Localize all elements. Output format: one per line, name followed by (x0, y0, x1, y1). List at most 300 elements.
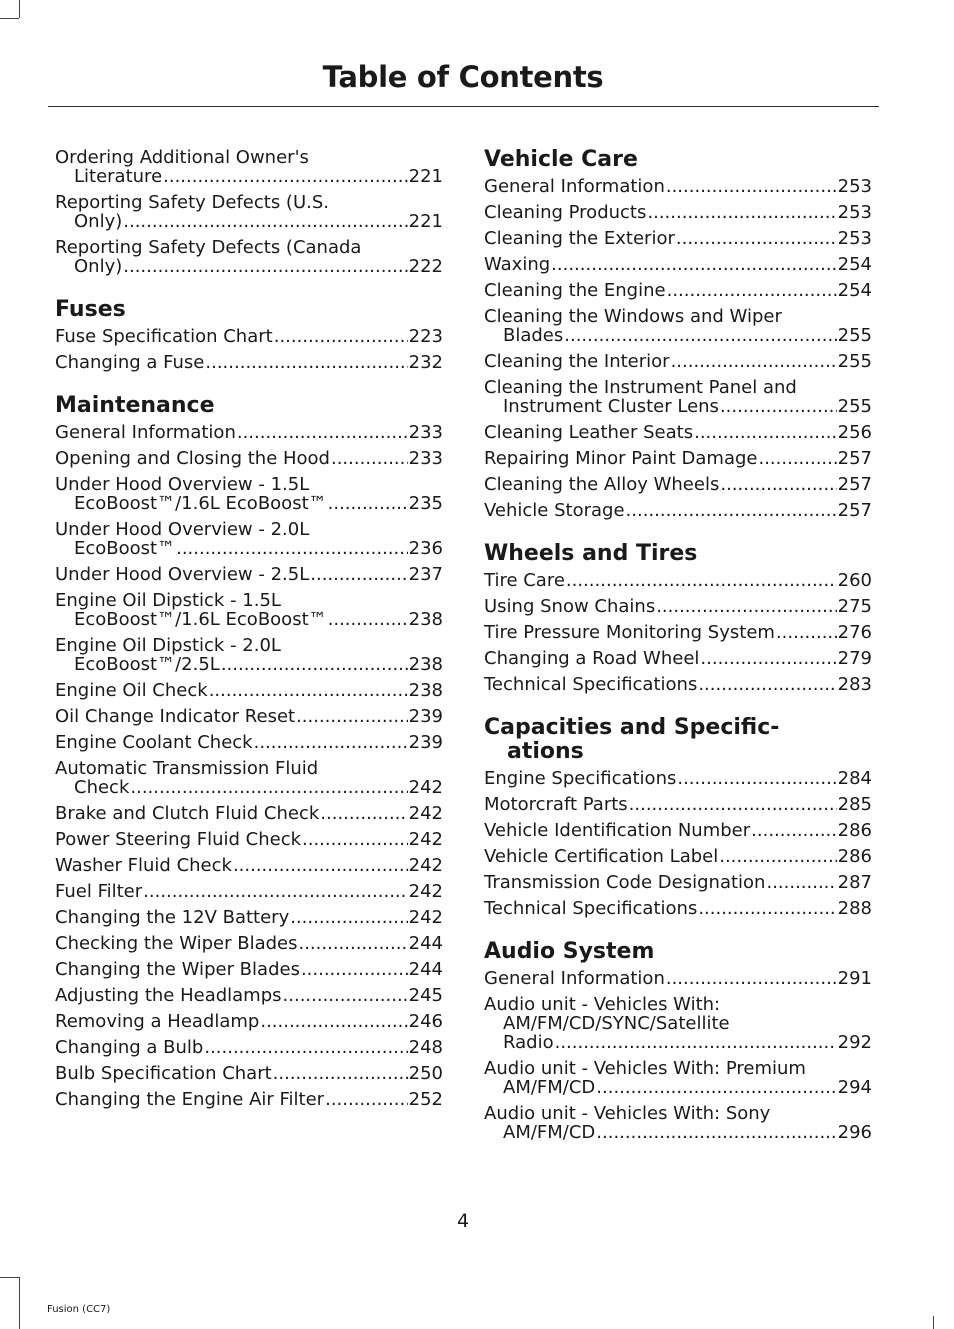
toc-entry[interactable] (55, 804, 443, 823)
toc-entry-title-line: General Information (484, 968, 665, 989)
toc-entry-title-line: Literature (74, 166, 163, 187)
toc-entry[interactable] (484, 352, 872, 371)
toc-entry-line (484, 501, 872, 520)
toc-entry[interactable] (484, 821, 872, 840)
dot-leader (296, 707, 408, 726)
dot-leader (310, 565, 407, 584)
toc-entry-title-line: Under Hood Overview - 2.0L (55, 519, 310, 540)
toc-entry-page-number: 253 (837, 176, 872, 197)
toc-entry-title-line: EcoBoost™/2.5L (74, 654, 220, 675)
toc-entry-title-line: Only) (74, 256, 123, 277)
dot-leader (666, 969, 837, 988)
toc-entry[interactable] (484, 449, 872, 468)
toc-entry-title-line: Reporting Safety Defects (Canada (55, 237, 362, 258)
toc-entry-page-number: 238 (408, 609, 443, 630)
dot-leader (233, 856, 408, 875)
toc-entry[interactable] (484, 1059, 872, 1097)
dot-leader (163, 167, 408, 186)
toc-entry-title-line: Engine Coolant Check (55, 732, 253, 753)
dot-leader (698, 899, 836, 918)
toc-entry-line (484, 899, 872, 918)
dot-leader (254, 733, 408, 752)
toc-entry-line (55, 986, 443, 1005)
toc-entry-line (484, 475, 872, 494)
toc-entry-page-number: 254 (837, 280, 872, 301)
toc-section (55, 148, 443, 276)
section-heading-line: ations (507, 739, 584, 764)
toc-entry-page-number: 287 (837, 872, 872, 893)
toc-entry[interactable] (55, 591, 443, 629)
crop-mark (19, 1277, 20, 1329)
toc-entry-page-number: 288 (837, 898, 872, 919)
toc-entry[interactable] (484, 969, 872, 988)
toc-entry-line (55, 610, 443, 629)
toc-entry-title-line: Vehicle Identification Number (484, 820, 751, 841)
toc-entry-page-number: 253 (837, 202, 872, 223)
toc-entry-title-line: Engine Oil Check (55, 680, 208, 701)
section-heading-line: Fuses (55, 297, 126, 322)
dot-leader (237, 423, 408, 442)
toc-entry-title-line: AM/FM/CD (503, 1122, 596, 1143)
toc-entry-page-number: 248 (408, 1037, 443, 1058)
dot-leader (331, 449, 408, 468)
toc-entry-title-line: Only) (74, 211, 123, 232)
toc-entry[interactable] (484, 847, 872, 866)
toc-entry[interactable] (55, 148, 443, 186)
toc-entry-page-number: 233 (408, 422, 443, 443)
toc-entry-line (55, 882, 443, 901)
section-heading-line: Maintenance (55, 393, 215, 418)
toc-entry-page-number: 255 (837, 351, 872, 372)
toc-entry[interactable] (484, 307, 872, 345)
section-heading (55, 394, 443, 418)
section-heading (55, 298, 443, 322)
toc-entry[interactable] (55, 830, 443, 849)
toc-entry-page-number: 257 (837, 500, 872, 521)
toc-entry-line (55, 494, 443, 513)
toc-entry-line (55, 804, 443, 823)
toc-entry-title-line: Blades (503, 325, 564, 346)
dot-leader (176, 539, 408, 558)
toc-entry-page-number: 253 (837, 228, 872, 249)
dot-leader (204, 1038, 407, 1057)
section-heading (484, 148, 872, 172)
toc-entry-title-line: EcoBoost™/1.6L EcoBoost™ (74, 493, 327, 514)
toc-entry-title-line: AM/FM/CD (503, 1077, 596, 1098)
dot-leader (290, 908, 407, 927)
dot-leader (566, 571, 837, 590)
toc-entry-line (484, 423, 872, 442)
dot-leader (766, 873, 836, 892)
crop-mark (19, 0, 20, 18)
toc-entry-page-number: 296 (837, 1122, 872, 1143)
toc-entry-page-number: 279 (837, 648, 872, 669)
toc-entry-line (484, 397, 872, 416)
toc-entry-line (484, 255, 872, 274)
toc-entry[interactable] (55, 636, 443, 674)
toc-entry[interactable] (484, 795, 872, 814)
toc-entry-line (55, 257, 443, 276)
toc-entry-line (484, 1033, 872, 1052)
toc-entry-title-line: General Information (55, 422, 236, 443)
toc-entry-page-number: 239 (408, 732, 443, 753)
toc-entry-title-line: Fuel Filter (55, 881, 143, 902)
toc-entry[interactable] (55, 423, 443, 442)
toc-entry-page-number: 235 (408, 493, 443, 514)
toc-entry-page-number: 252 (408, 1089, 443, 1110)
toc-entry[interactable] (55, 733, 443, 752)
crop-mark (0, 1277, 19, 1278)
toc-left-column (55, 148, 443, 1131)
toc-entry-line (55, 856, 443, 875)
toc-entry-title-line: Changing a Road Wheel (484, 648, 700, 669)
toc-entry[interactable] (484, 475, 872, 494)
toc-entry-title-line: Brake and Clutch Fluid Check (55, 803, 320, 824)
toc-entry-line (55, 908, 443, 927)
toc-entry[interactable] (484, 229, 872, 248)
toc-entry-line (484, 571, 872, 590)
toc-entry-title-line: Checking the Wiper Blades (55, 933, 298, 954)
toc-entry[interactable] (55, 327, 443, 346)
toc-entry[interactable] (484, 255, 872, 274)
section-heading-line: Capacities and Specific- (484, 715, 780, 740)
toc-entry-title-line: Changing the Wiper Blades (55, 959, 300, 980)
toc-entry-title-line: Engine Specifications (484, 768, 677, 789)
toc-entry[interactable] (55, 193, 443, 231)
toc-entry[interactable] (55, 908, 443, 927)
toc-entry-title-line: Tire Care (484, 570, 565, 591)
toc-entry-title-line: Cleaning the Engine (484, 280, 666, 301)
toc-entry-line (484, 1123, 872, 1142)
toc-entry-line (484, 769, 872, 788)
toc-entry-page-number: 242 (408, 829, 443, 850)
toc-entry-page-number: 257 (837, 448, 872, 469)
toc-entry[interactable] (55, 353, 443, 372)
toc-entry-line (484, 969, 872, 988)
dot-leader (596, 1078, 836, 1097)
toc-entry-page-number: 291 (837, 968, 872, 989)
dot-leader (551, 255, 836, 274)
toc-entry-title-line: Audio unit - Vehicles With: (484, 994, 721, 1015)
toc-entry-page-number: 285 (837, 794, 872, 815)
toc-entry[interactable] (55, 882, 443, 901)
toc-entry-line (55, 707, 443, 726)
toc-entry-page-number: 221 (408, 166, 443, 187)
toc-entry-title-line: Removing a Headlamp (55, 1011, 260, 1032)
dot-leader (328, 494, 408, 513)
toc-entry[interactable] (55, 681, 443, 700)
toc-entry-title-line: Changing the Engine Air Filter (55, 1089, 325, 1110)
toc-entry-title-line: Transmission Code Designation (484, 872, 766, 893)
toc-entry-line (55, 778, 443, 797)
toc-entry-title-line: Engine Oil Dipstick - 2.0L (55, 635, 281, 656)
toc-entry-line (484, 649, 872, 668)
toc-entry-title-line: General Information (484, 176, 665, 197)
toc-entry-title-line: Cleaning the Exterior (484, 228, 675, 249)
toc-entry[interactable] (55, 449, 443, 468)
toc-entry-title-line: Technical Specifications (484, 898, 698, 919)
toc-entry[interactable] (484, 378, 872, 416)
toc-entry-line (55, 1012, 443, 1031)
crop-mark (933, 1316, 934, 1329)
toc-entry-line (55, 1064, 443, 1083)
page-title: Table of Contents (322, 60, 604, 94)
toc-entry[interactable] (55, 1038, 443, 1057)
dot-leader (320, 804, 407, 823)
dot-leader (221, 655, 408, 674)
toc-entry-page-number: 242 (408, 907, 443, 928)
toc-entry[interactable] (55, 1090, 443, 1109)
section-heading (484, 940, 872, 964)
dot-leader (298, 934, 407, 953)
dot-leader (671, 352, 837, 371)
toc-entry-title-line: Audio unit - Vehicles With: Sony (484, 1103, 771, 1124)
toc-entry-title-line: Reporting Safety Defects (U.S. (55, 192, 329, 213)
toc-entry[interactable] (484, 423, 872, 442)
dot-leader (626, 501, 837, 520)
toc-entry-title-line: Under Hood Overview - 1.5L (55, 474, 310, 495)
toc-entry-page-number: 255 (837, 396, 872, 417)
toc-entry-page-number: 292 (837, 1032, 872, 1053)
toc-entry-page-number: 242 (408, 777, 443, 798)
toc-entry[interactable] (55, 960, 443, 979)
toc-entry-title-line: Technical Specifications (484, 674, 698, 695)
toc-entry-line (484, 623, 872, 642)
toc-entry-title-line: Oil Change Indicator Reset (55, 706, 296, 727)
dot-leader (302, 830, 408, 849)
toc-entry-page-number: 245 (408, 985, 443, 1006)
toc-entry-title-line: Changing the 12V Battery (55, 907, 290, 928)
toc-entry-page-number: 244 (408, 933, 443, 954)
toc-entry-line (55, 1090, 443, 1109)
dot-leader (719, 847, 836, 866)
toc-entry[interactable] (55, 986, 443, 1005)
dot-leader (564, 326, 836, 345)
toc-entry-line (55, 830, 443, 849)
toc-entry[interactable] (484, 571, 872, 590)
toc-entry-page-number: 232 (408, 352, 443, 373)
dot-leader (647, 203, 836, 222)
toc-entry[interactable] (484, 675, 872, 694)
toc-entry-title-line: Cleaning the Instrument Panel and (484, 377, 797, 398)
dot-leader (676, 229, 837, 248)
dot-leader (698, 675, 836, 694)
toc-entry-page-number: 238 (408, 680, 443, 701)
section-heading (484, 716, 872, 764)
toc-right-column (484, 148, 872, 1164)
toc-entry-title-line: EcoBoost™ (74, 538, 176, 559)
toc-entry-title-line: Cleaning the Alloy Wheels (484, 474, 720, 495)
toc-section (55, 394, 443, 1109)
toc-entry-title-line: Opening and Closing the Hood (55, 448, 330, 469)
toc-entry[interactable] (55, 934, 443, 953)
dot-leader (677, 769, 836, 788)
toc-section (55, 298, 443, 372)
toc-entry-title-line: Repairing Minor Paint Damage (484, 448, 758, 469)
toc-entry-line (484, 281, 872, 300)
dot-leader (260, 1012, 407, 1031)
toc-entry-line (55, 353, 443, 372)
footer-document-id: Fusion (CC7) (47, 1304, 111, 1315)
toc-entry-line (484, 177, 872, 196)
toc-entry-page-number: 250 (408, 1063, 443, 1084)
toc-entry-title-line: Using Snow Chains (484, 596, 656, 617)
toc-entry[interactable] (484, 873, 872, 892)
toc-entry-page-number: 242 (408, 881, 443, 902)
toc-entry-title-line: Vehicle Storage (484, 500, 625, 521)
toc-entry-line (484, 1078, 872, 1097)
toc-entry[interactable] (55, 856, 443, 875)
dot-leader (328, 610, 408, 629)
toc-entry-title-line: Cleaning Leather Seats (484, 422, 694, 443)
toc-entry-page-number: 237 (408, 564, 443, 585)
toc-entry-line (55, 212, 443, 231)
toc-entry[interactable] (484, 501, 872, 520)
dot-leader (656, 597, 836, 616)
dot-leader (130, 778, 407, 797)
toc-entry-line (484, 203, 872, 222)
toc-entry-page-number: 236 (408, 538, 443, 559)
toc-entry-page-number: 256 (837, 422, 872, 443)
toc-entry-page-number: 275 (837, 596, 872, 617)
toc-entry-line (55, 167, 443, 186)
toc-entry-page-number: 246 (408, 1011, 443, 1032)
dot-leader (758, 449, 836, 468)
toc-entry[interactable] (55, 1064, 443, 1083)
toc-entry-title-line: Radio (503, 1032, 554, 1053)
toc-entry-page-number: 286 (837, 846, 872, 867)
toc-entry[interactable] (484, 769, 872, 788)
toc-entry-page-number: 255 (837, 325, 872, 346)
toc-entry-page-number: 222 (408, 256, 443, 277)
dot-leader (301, 960, 408, 979)
dot-leader (720, 475, 836, 494)
toc-section (484, 542, 872, 694)
dot-leader (667, 281, 837, 300)
section-heading (484, 542, 872, 566)
toc-entry[interactable] (55, 475, 443, 513)
toc-entry[interactable] (55, 1012, 443, 1031)
dot-leader (776, 623, 837, 642)
toc-entry[interactable] (484, 649, 872, 668)
toc-entry-page-number: 223 (408, 326, 443, 347)
toc-entry[interactable] (55, 759, 443, 797)
toc-entry-page-number: 221 (408, 211, 443, 232)
toc-entry[interactable] (484, 177, 872, 196)
toc-entry[interactable] (55, 565, 443, 584)
toc-entry-line (55, 539, 443, 558)
toc-entry-title-line: Check (74, 777, 130, 798)
toc-entry-line (55, 960, 443, 979)
title-divider (48, 106, 879, 107)
section-heading-line: Vehicle Care (484, 147, 638, 172)
toc-entry-line (484, 326, 872, 345)
toc-entry-page-number: 254 (837, 254, 872, 275)
toc-entry-page-number: 244 (408, 959, 443, 980)
toc-entry-title-line: Instrument Cluster Lens (503, 396, 719, 417)
toc-entry-page-number: 238 (408, 654, 443, 675)
toc-entry-line (484, 821, 872, 840)
toc-entry[interactable] (484, 597, 872, 616)
dot-leader (143, 882, 407, 901)
section-heading-line: Audio System (484, 939, 655, 964)
toc-entry-title-line: Adjusting the Headlamps (55, 985, 282, 1006)
toc-entry[interactable] (484, 623, 872, 642)
toc-entry-line (55, 733, 443, 752)
toc-entry-line (484, 873, 872, 892)
toc-entry-title-line: Engine Oil Dipstick - 1.5L (55, 590, 281, 611)
toc-entry-title-line: AM/FM/CD/SYNC/Satellite (503, 1013, 730, 1034)
page-number: 4 (456, 1210, 470, 1232)
toc-entry-title-line: Vehicle Certification Label (484, 846, 719, 867)
toc-entry[interactable] (484, 281, 872, 300)
toc-entry-line (484, 847, 872, 866)
toc-entry-line (55, 327, 443, 346)
toc-entry-line (55, 655, 443, 674)
toc-entry-line (55, 1038, 443, 1057)
toc-entry-page-number: 284 (837, 768, 872, 789)
toc-entry-title-line: Tire Pressure Monitoring System (484, 622, 775, 643)
dot-leader (666, 177, 837, 196)
toc-entry-page-number: 233 (408, 448, 443, 469)
dot-leader (205, 353, 407, 372)
toc-entry-line (484, 675, 872, 694)
toc-section (484, 148, 872, 520)
dot-leader (209, 681, 408, 700)
toc-entry-page-number: 283 (837, 674, 872, 695)
toc-entry[interactable] (484, 1104, 872, 1142)
toc-entry-page-number: 286 (837, 820, 872, 841)
toc-entry-title-line: Waxing (484, 254, 551, 275)
dot-leader (123, 257, 407, 276)
toc-entry-title-line: Power Steering Fluid Check (55, 829, 302, 850)
dot-leader (720, 397, 837, 416)
toc-section (484, 716, 872, 918)
toc-entry-title-line: Audio unit - Vehicles With: Premium (484, 1058, 806, 1079)
toc-entry-line (55, 934, 443, 953)
toc-entry-title-line: Changing a Bulb (55, 1037, 204, 1058)
toc-entry-page-number: 242 (408, 855, 443, 876)
dot-leader (700, 649, 836, 668)
toc-entry-page-number: 276 (837, 622, 872, 643)
toc-entry[interactable] (484, 995, 872, 1052)
dot-leader (596, 1123, 836, 1142)
toc-entry-title-line: Washer Fluid Check (55, 855, 232, 876)
toc-entry-page-number: 239 (408, 706, 443, 727)
dot-leader (123, 212, 407, 231)
toc-entry-line (55, 423, 443, 442)
toc-entry[interactable] (55, 520, 443, 558)
toc-entry-title-line: Bulb Specification Chart (55, 1063, 272, 1084)
toc-entry-line (484, 597, 872, 616)
dot-leader (629, 795, 837, 814)
toc-entry-line (484, 449, 872, 468)
toc-entry-page-number: 242 (408, 803, 443, 824)
toc-entry-title-line: Fuse Specification Chart (55, 326, 273, 347)
toc-entry-line (484, 229, 872, 248)
toc-entry-title-line: Changing a Fuse (55, 352, 205, 373)
toc-entry-title-line: Cleaning the Windows and Wiper (484, 306, 782, 327)
toc-entry-line (484, 352, 872, 371)
toc-entry[interactable] (484, 203, 872, 222)
toc-entry[interactable] (55, 707, 443, 726)
toc-entry-title-line: Cleaning Products (484, 202, 647, 223)
toc-entry[interactable] (55, 238, 443, 276)
toc-entry[interactable] (484, 899, 872, 918)
dot-leader (283, 986, 408, 1005)
crop-mark (0, 18, 19, 19)
toc-entry-title-line: Under Hood Overview - 2.5L (55, 564, 310, 585)
